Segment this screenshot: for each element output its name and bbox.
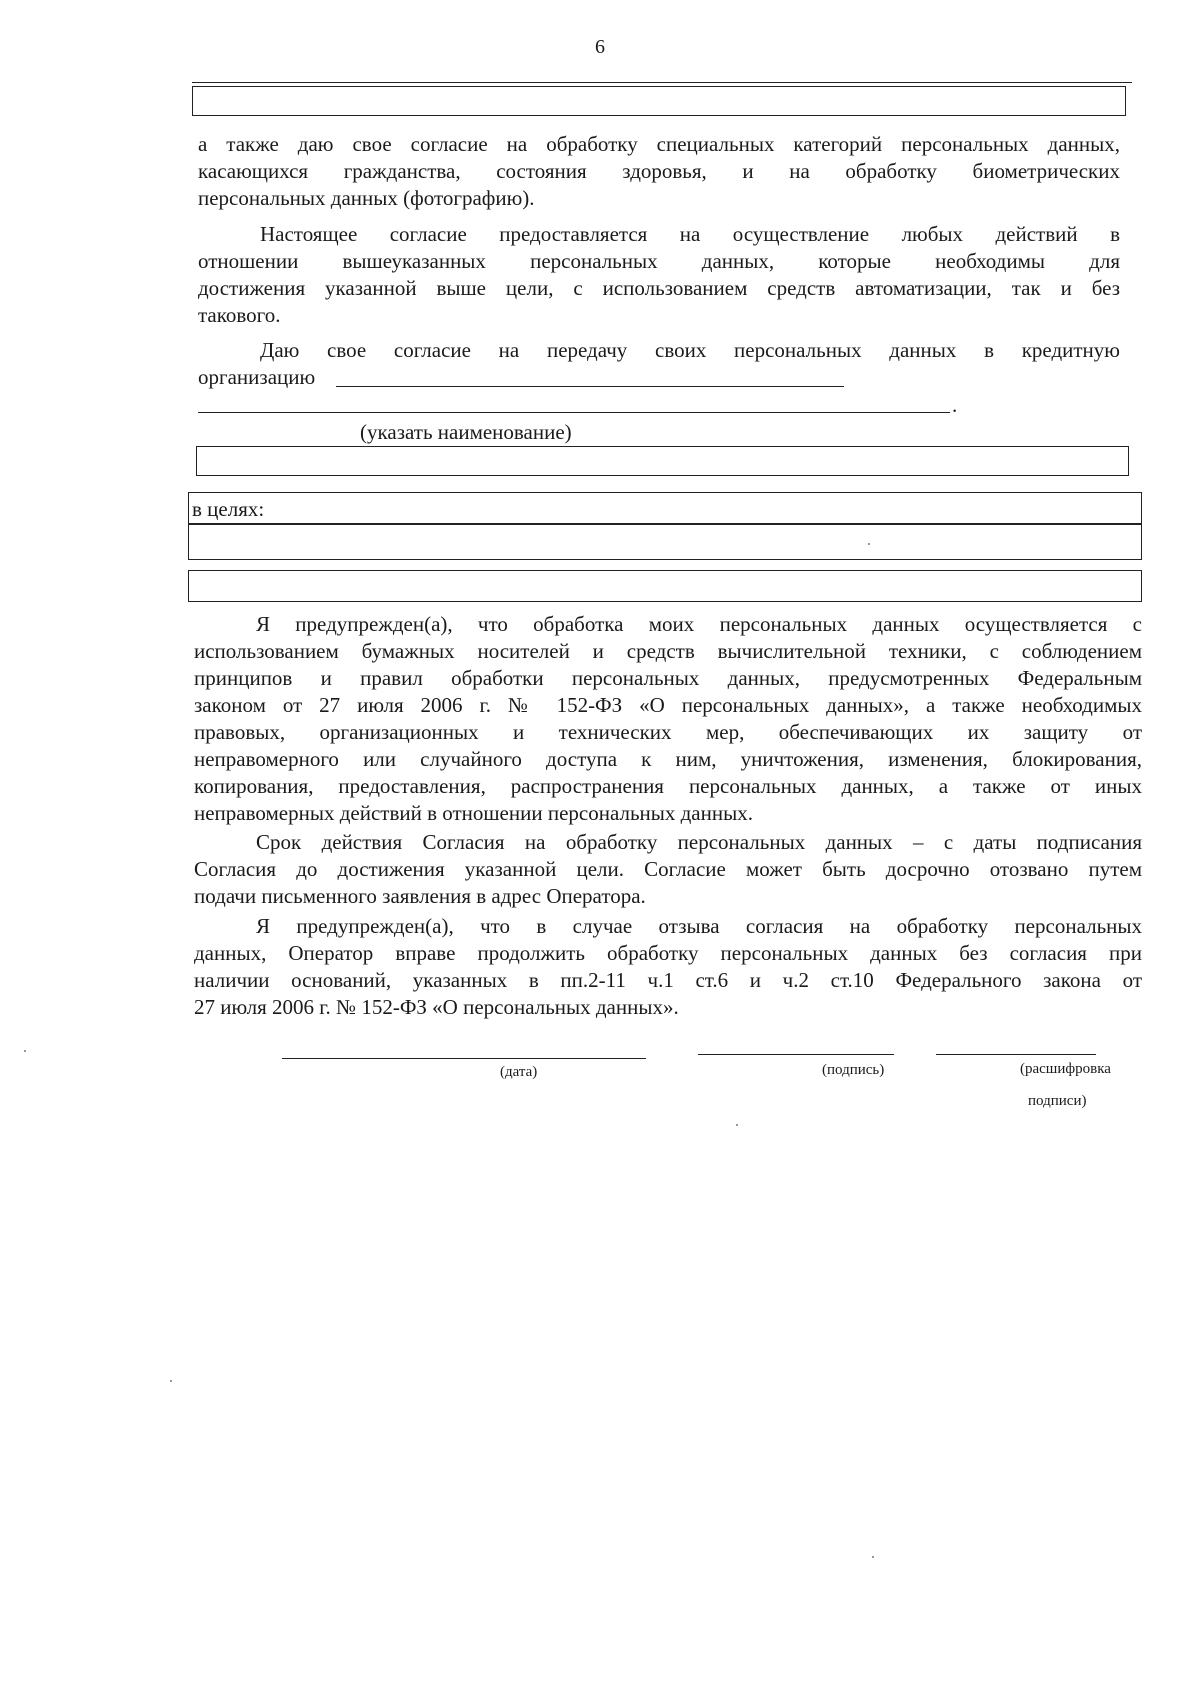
text-line: законом от 27 июля 2006 г. № 152-ФЗ «О персональных данных», а также необходимых	[194, 693, 1142, 717]
text-line: такового.	[198, 303, 281, 327]
paragraph-consent-scope	[198, 221, 1120, 329]
text-line: копирования, предоставления, распространения персональных данных, а также от иных	[194, 774, 1142, 798]
org-name-field-box[interactable]	[196, 446, 1129, 476]
org-name-line[interactable]	[336, 386, 844, 387]
text-line: наличии оснований, указанных в пп.2-11 ч.1 ст.6 и ч.2 ст.10 Федерального закона от	[194, 968, 1142, 992]
text-line: Я предупрежден(а), что в случае отзыва согласия на обработку персональных	[256, 914, 1142, 938]
date-line[interactable]	[282, 1058, 646, 1059]
text-line: Срок действия Согласия на обработку персональных данных – с даты подписания	[256, 830, 1142, 854]
paragraph-withdrawal	[194, 913, 1142, 1021]
text-line: подачи письменного заявления в адрес Оператора.	[194, 884, 646, 908]
top-rule	[192, 82, 1132, 83]
decoding-caption-2: подписи)	[1028, 1093, 1087, 1109]
text-line: принципов и правил обработки персональных данных, предусмотренных Федеральным	[194, 666, 1142, 690]
paragraph-warning-processing	[194, 611, 1142, 827]
text-line: 27 июля 2006 г. № 152-ФЗ «О персональных данных».	[194, 995, 679, 1019]
text-line: неправомерного или случайного доступа к ним, уничтожения, изменения, блокирования,	[194, 747, 1142, 771]
purpose-field-box[interactable]	[188, 492, 1142, 524]
scan-speck	[24, 1050, 26, 1052]
scan-speck	[736, 1124, 738, 1126]
text-line: неправомерных действий в отношении персональных данных.	[194, 801, 753, 825]
text-line: персональных данных (фотографию).	[198, 186, 535, 210]
paragraph-validity	[194, 829, 1142, 910]
scan-speck	[872, 1556, 874, 1558]
decoding-caption: (расшифровка	[1020, 1061, 1111, 1077]
page-number: 6	[595, 36, 605, 58]
text-line: Я предупрежден(а), что обработка моих персональных данных осуществляется с	[256, 612, 1142, 636]
text-line: Даю свое согласие на передачу своих персональных данных в кредитную	[260, 338, 1120, 362]
text-line: отношении вышеуказанных персональных данных, которые необходимы для	[198, 249, 1120, 273]
text-line: Настоящее согласие предоставляется на осуществление любых действий в	[260, 222, 1120, 246]
org-name-line-2[interactable]	[198, 412, 950, 413]
text-line: Согласия до достижения указанной цели. Согласие может быть досрочно отозвано путем	[194, 857, 1142, 881]
purpose-field-box-3[interactable]	[188, 570, 1142, 602]
signature-line[interactable]	[698, 1054, 894, 1055]
text-line: касающихся гражданства, состояния здоровья, и на обработку биометрических	[198, 159, 1120, 183]
top-field-box[interactable]	[192, 86, 1126, 116]
signature-caption: (подпись)	[822, 1062, 885, 1078]
text-line: данных, Оператор вправе продолжить обработку персональных данных без согласия при	[194, 941, 1142, 965]
scan-speck	[868, 543, 870, 545]
text-line: а также даю свое согласие на обработку специальных категорий персональных данных,	[198, 132, 1120, 156]
paragraph-special-categories	[198, 131, 1120, 212]
paragraph-credit-org	[198, 337, 1120, 391]
date-caption: (дата)	[500, 1064, 538, 1080]
purpose-field-box-2[interactable]	[188, 524, 1142, 560]
text-line: использованием бумажных носителей и средств вычислительной техники, с соблюдением	[194, 639, 1142, 663]
text-line: организацию	[198, 365, 316, 389]
name-hint: (указать наименование)	[360, 420, 572, 444]
text-line: правовых, организационных и технических мер, обеспечивающих их защиту от	[194, 720, 1142, 744]
signature-decoding-line[interactable]	[936, 1054, 1096, 1055]
purpose-label: в целях:	[192, 497, 265, 521]
text-line: достижения указанной выше цели, с использованием средств автоматизации, так и без	[198, 276, 1120, 300]
scan-speck	[170, 1380, 172, 1382]
line-end-dot: .	[952, 393, 958, 417]
